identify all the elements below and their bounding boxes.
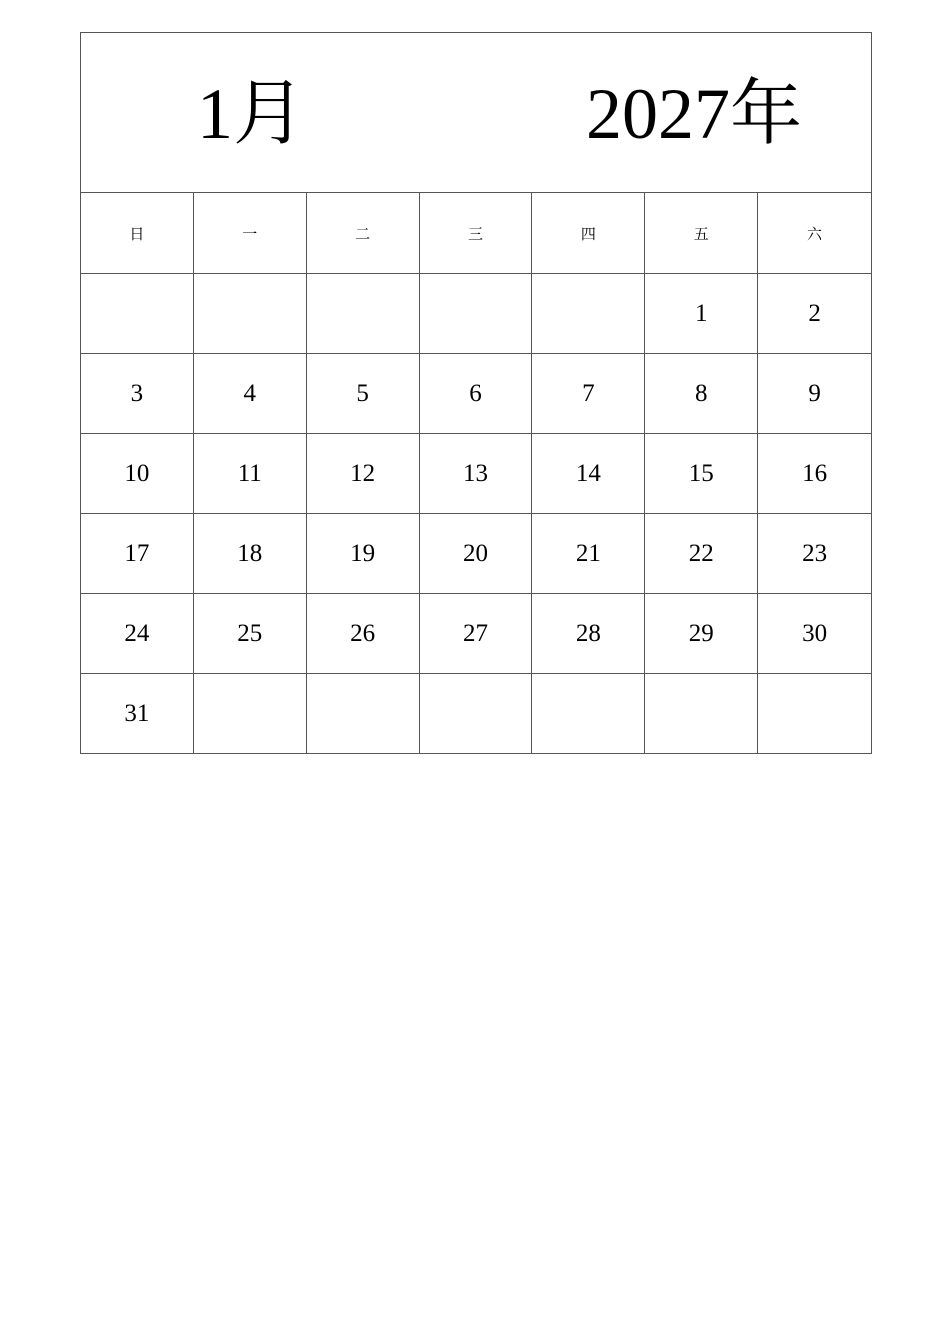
year-title bbox=[586, 73, 802, 154]
calendar bbox=[80, 32, 872, 754]
day-cell: 4 bbox=[194, 354, 307, 434]
day-cell bbox=[81, 274, 194, 354]
weekday-tuesday: 二 bbox=[307, 193, 420, 274]
day-cell bbox=[307, 674, 420, 753]
day-cell bbox=[532, 274, 645, 354]
year-number: 2027 bbox=[586, 74, 730, 154]
day-cell bbox=[420, 274, 533, 354]
day-cell: 27 bbox=[420, 594, 533, 674]
month-title bbox=[197, 73, 305, 154]
calendar-header bbox=[81, 33, 871, 193]
day-cell bbox=[307, 274, 420, 354]
day-cell: 11 bbox=[194, 434, 307, 514]
day-cell: 6 bbox=[420, 354, 533, 434]
weekday-thursday: 四 bbox=[532, 193, 645, 274]
day-cell: 25 bbox=[194, 594, 307, 674]
day-cell: 12 bbox=[307, 434, 420, 514]
day-cell: 26 bbox=[307, 594, 420, 674]
day-cell: 17 bbox=[81, 514, 194, 594]
day-cell bbox=[758, 674, 871, 753]
day-cell: 31 bbox=[81, 674, 194, 753]
month-number: 1 bbox=[197, 74, 233, 154]
day-cell: 14 bbox=[532, 434, 645, 514]
day-cell: 30 bbox=[758, 594, 871, 674]
day-cell: 7 bbox=[532, 354, 645, 434]
day-cell: 8 bbox=[645, 354, 758, 434]
day-cell bbox=[532, 674, 645, 753]
day-cell: 21 bbox=[532, 514, 645, 594]
weekday-saturday: 六 bbox=[758, 193, 871, 274]
month-suffix: 月 bbox=[233, 71, 306, 155]
day-cell: 18 bbox=[194, 514, 307, 594]
day-cell: 10 bbox=[81, 434, 194, 514]
day-cell: 16 bbox=[758, 434, 871, 514]
day-cell: 24 bbox=[81, 594, 194, 674]
day-cell: 9 bbox=[758, 354, 871, 434]
day-cell: 3 bbox=[81, 354, 194, 434]
day-cell: 2 bbox=[758, 274, 871, 354]
year-suffix: 年 bbox=[730, 71, 803, 155]
day-cell: 22 bbox=[645, 514, 758, 594]
day-cell: 19 bbox=[307, 514, 420, 594]
day-cell: 23 bbox=[758, 514, 871, 594]
day-cell: 29 bbox=[645, 594, 758, 674]
day-cell: 13 bbox=[420, 434, 533, 514]
day-cell bbox=[194, 274, 307, 354]
day-cell: 20 bbox=[420, 514, 533, 594]
day-cell bbox=[194, 674, 307, 753]
day-cell: 28 bbox=[532, 594, 645, 674]
weekday-monday: 一 bbox=[194, 193, 307, 274]
days-grid bbox=[81, 274, 871, 753]
day-cell bbox=[420, 674, 533, 753]
weekday-sunday: 日 bbox=[81, 193, 194, 274]
day-cell: 5 bbox=[307, 354, 420, 434]
weekday-header-row bbox=[81, 193, 871, 274]
weekday-wednesday: 三 bbox=[420, 193, 533, 274]
day-cell bbox=[645, 674, 758, 753]
day-cell: 15 bbox=[645, 434, 758, 514]
day-cell: 1 bbox=[645, 274, 758, 354]
weekday-friday: 五 bbox=[645, 193, 758, 274]
